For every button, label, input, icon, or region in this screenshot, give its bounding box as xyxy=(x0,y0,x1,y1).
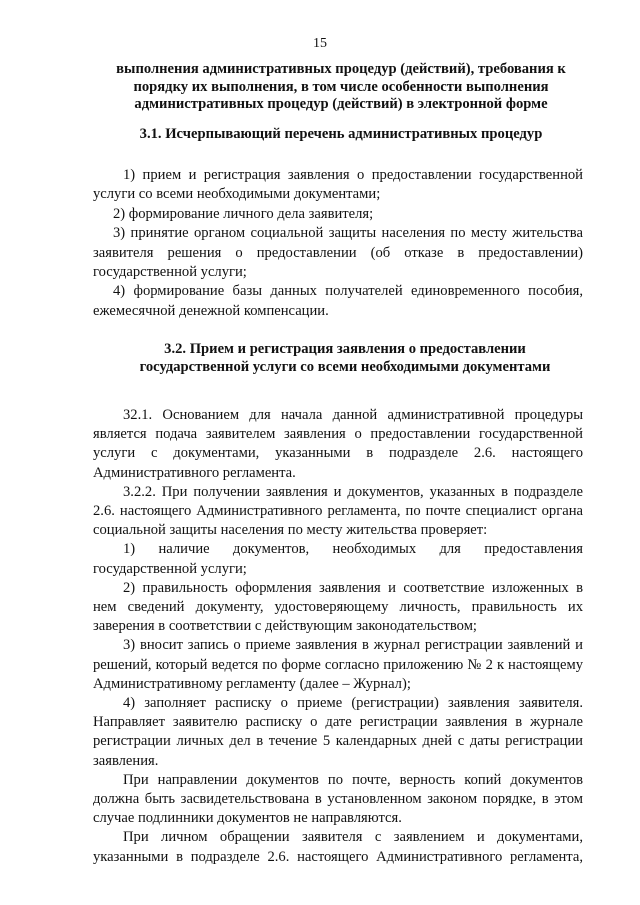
paragraph: 32.1. Основанием для начала данной административной процедуры является подача заявителем заявления о предоставлении государственной услуги с документами, указанными в подразделе 2.6. настоящего Административного регламента. xyxy=(93,407,583,481)
paragraph: 3.2.2. При получении заявления и документов, указанных в подразделе 2.6. настоящего Административного регламента, по почте специалист органа социальной защиты населения по месту жительства проверяет: xyxy=(93,483,583,539)
list-item: 3) принятие органом социальной защиты населения по месту жительства заявителя решения о предоставлении (об отказе в предоставлении) государственной услуги; xyxy=(93,225,583,281)
list-item: 4) формирование базы данных получателей единовременного пособия, ежемесячной денежной компенсации. xyxy=(93,283,583,319)
paragraph: При направлении документов по почте, верность копий документов должна быть засвидетельствована в установленном законом порядке, в этом случае подлинники документов не направляются. xyxy=(93,771,583,827)
list-item: 1) прием и регистрация заявления о предоставлении государственной услуги со всеми необходимыми документами; xyxy=(93,167,583,203)
paragraph: 2) правильность оформления заявления и соответствие изложенных в нем сведений документу, удостоверяющему личность, правильность их заверения в соответствии с действующим законодательством; xyxy=(93,579,583,635)
section-3-1-title: 3.1. Исчерпывающий перечень административных процедур xyxy=(139,126,543,142)
section-3-1-list xyxy=(93,166,583,321)
paragraph: 4) заполняет расписку о приеме (регистрации) заявления заявителя. Направляет заявителю расписку о дате регистрации заявления в журнале регистрации личных дел в течение 5 календарных дней с даты регистрации заявления. xyxy=(93,695,583,769)
section-3-2-title: 3.2. Прием и регистрация заявления о предоставлении государственной услуги со всеми необходимыми документами xyxy=(139,341,551,375)
list-item: 2) формирование личного дела заявителя; xyxy=(113,205,374,222)
section-3-2-body xyxy=(93,406,583,867)
page-number: 15 xyxy=(313,36,327,51)
paragraph: 3) вносит запись о приеме заявления в журнал регистрации заявлений и решений, который ведется по форме согласно приложению № 2 к настоящему Административному регламенту (далее – Журнал); xyxy=(93,637,583,692)
paragraph: При личном обращении заявителя с заявлением и документами, указанными в подразделе 2.6. настоящего Административного регламента, xyxy=(93,829,583,865)
heading-continuation: выполнения административных процедур (действий), требования к порядку их выполнения, в том числе особенности выполнения административных процедур (действий) в электронной форме xyxy=(116,61,566,113)
paragraph: 1) наличие документов, необходимых для предоставления государственной услуги; xyxy=(93,541,583,577)
